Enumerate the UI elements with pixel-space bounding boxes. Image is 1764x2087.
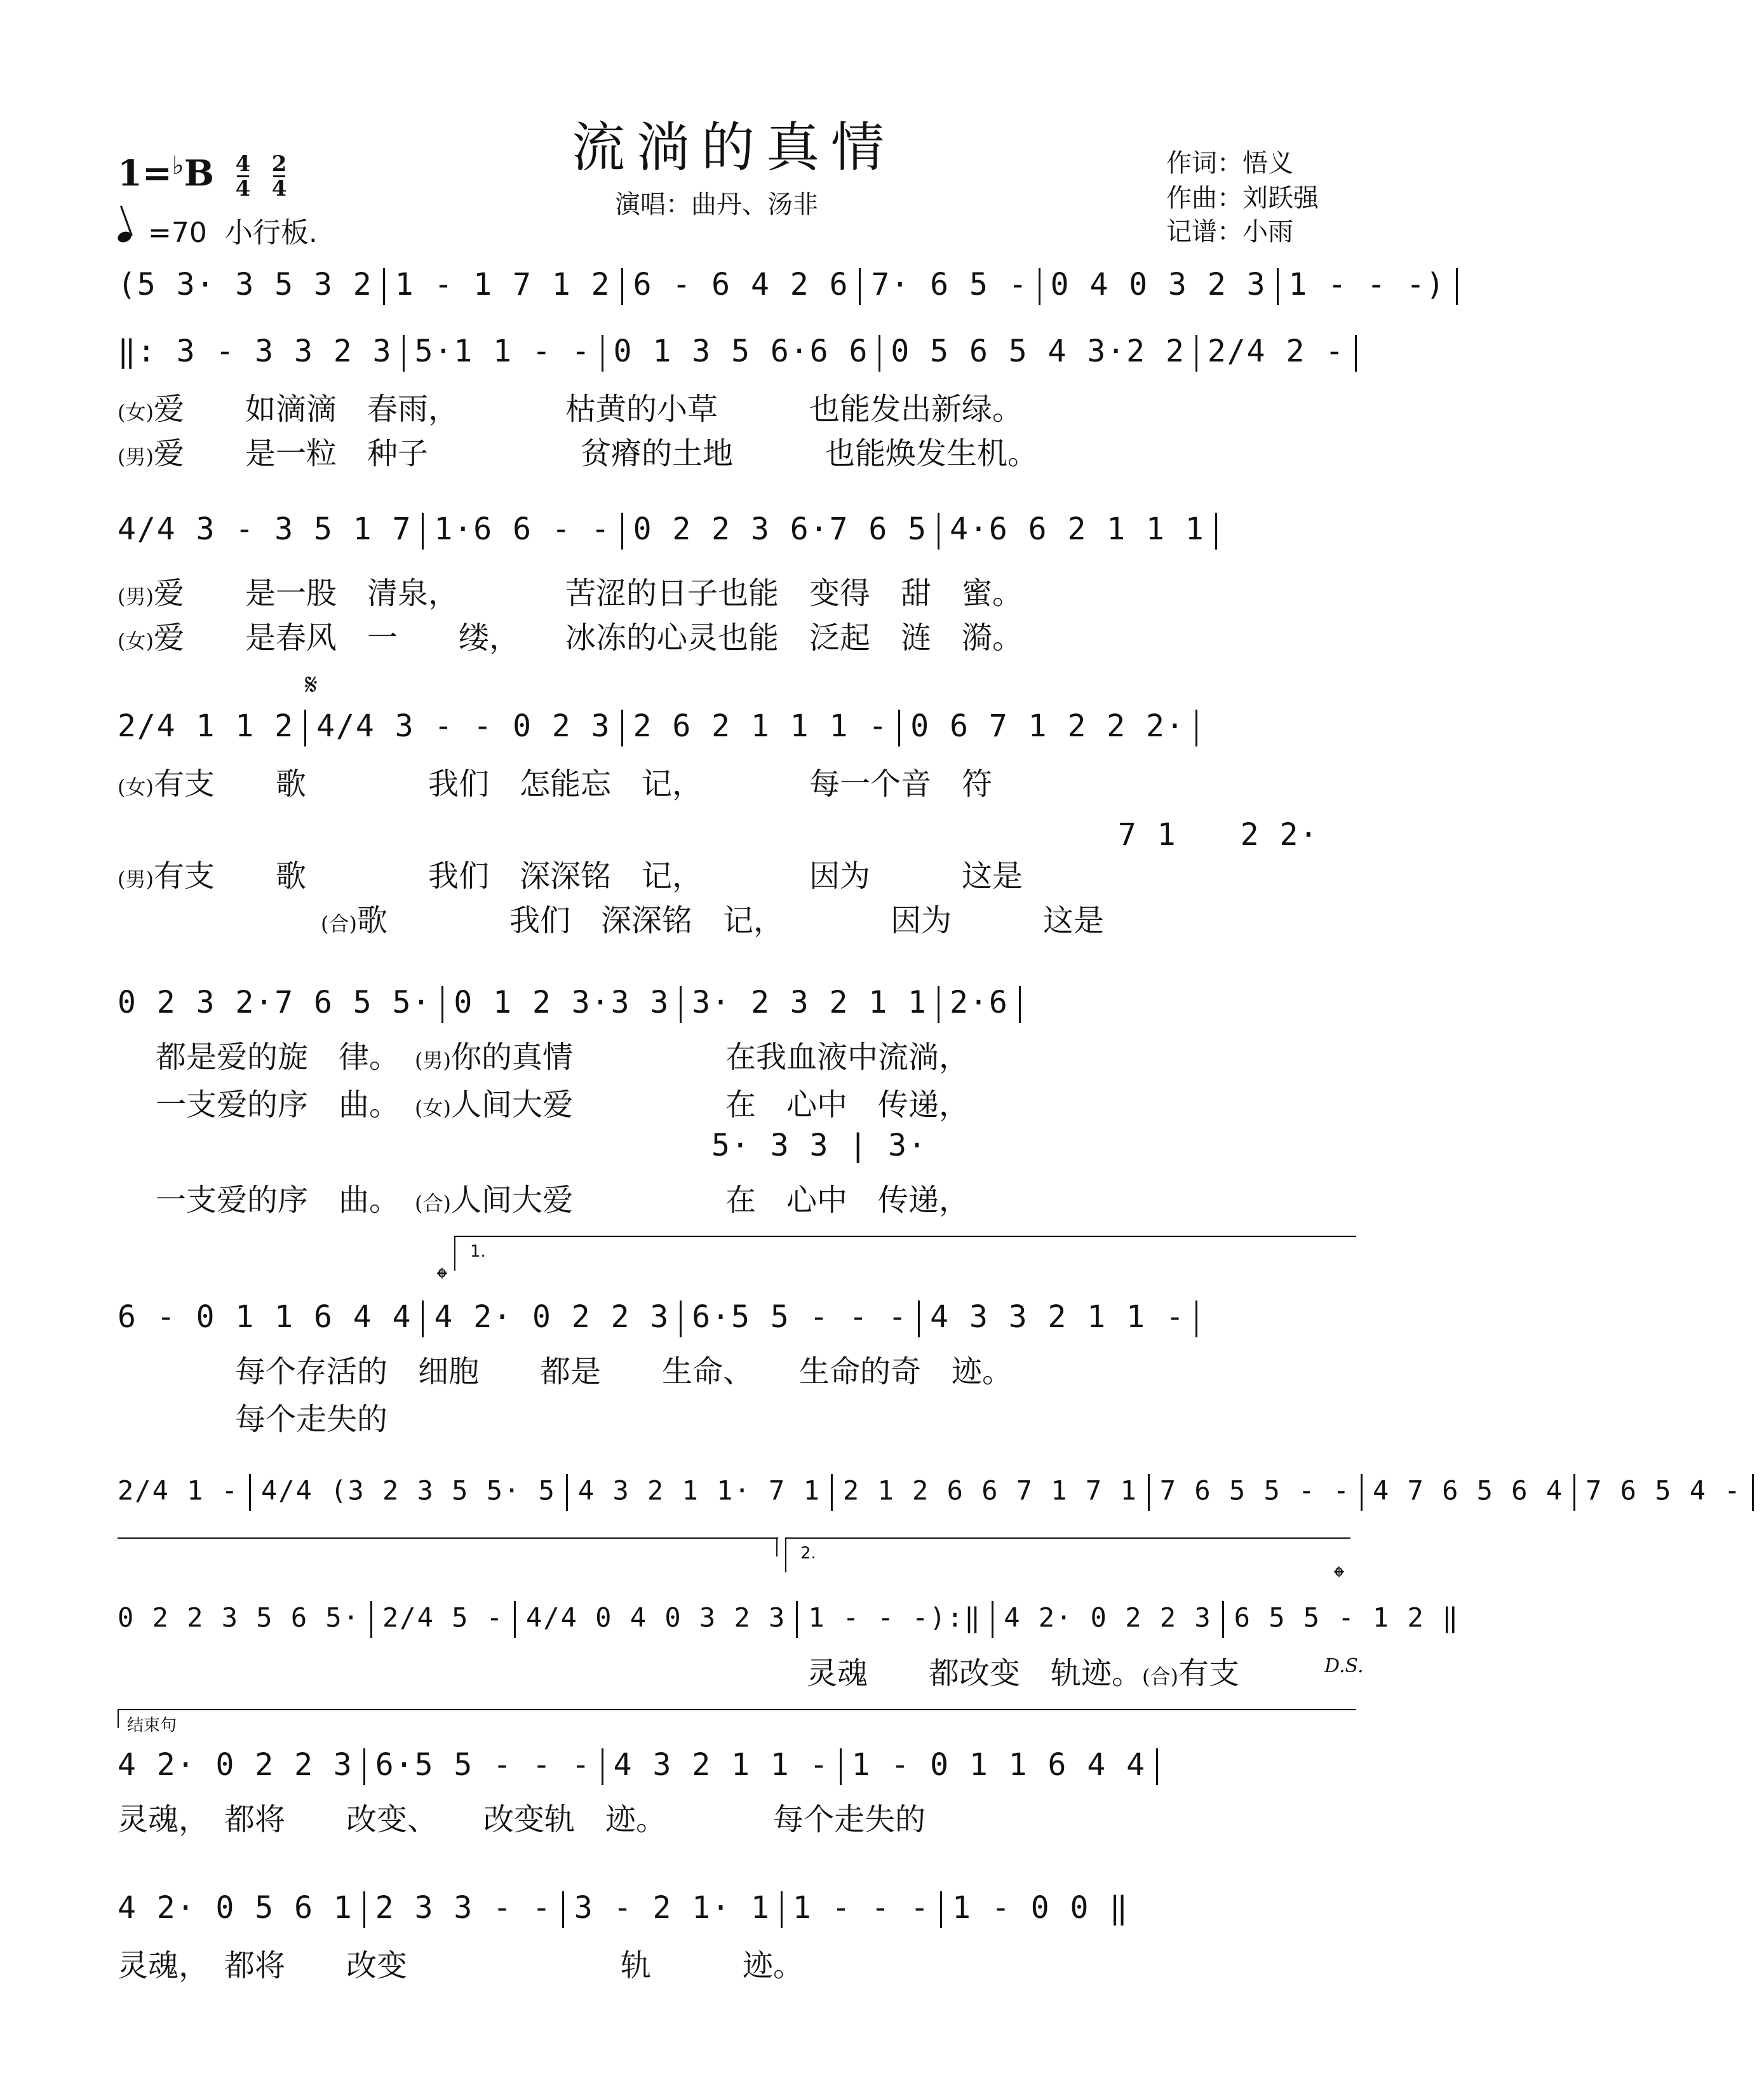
lyric-line: 每个走失的 <box>235 1401 388 1437</box>
ending-line <box>118 1709 1356 1710</box>
volta-2-label: 2. <box>800 1544 816 1563</box>
staff-row-7: 2/4 1 - 4/4 (3 2 3 5 5· 5 4 3 2 1 1· 7 1 2 1 2 6 6 7 1 7 1 7 6 5 5 - - 4 7 6 5 6 4 7 6 5 4 - <box>118 1474 1356 1511</box>
volta-2-line <box>785 1537 1350 1539</box>
segno-icon: 𝄋 <box>305 667 318 701</box>
key-signature: 1=♭B $\frac{4}{4}$ $\frac{2}{4}$ <box>118 151 287 201</box>
lyric-line: 一支爱的序 曲。 (合)人间大爱 在 心中 传递， <box>156 1182 970 1218</box>
alternate-notes: 7 1 2 2· <box>1118 817 1319 853</box>
ending-label: 结束句 <box>127 1716 177 1735</box>
coda-icon: 𝄌 <box>1334 1560 1344 1594</box>
time-signature-2-4: $\frac{2}{4}$ <box>271 151 287 201</box>
lyric-line: (女)爱 如滴滴 春雨， 枯黄的小草 也能发出新绿。 <box>118 391 1023 427</box>
tempo-marking: =70 小行板. <box>118 210 318 250</box>
volta-1-bracket <box>454 1236 455 1271</box>
lyric-line: 灵魂， 都将 改变、 改变轨 迹。 每个走失的 <box>118 1802 926 1837</box>
lyric-line: (男)爱 是一股 清泉， 苦涩的日子也能 变得 甜 蜜。 <box>118 576 1023 611</box>
transcriber-credit: 记谱：小雨 <box>1166 217 1293 247</box>
lyric-line: 灵魂， 都将 改变 轨 迹。 <box>118 1948 804 1983</box>
staff-row-1: (5 3· 3 5 3 2 1 - 1 7 1 2 6 - 6 4 2 6 7· 6 5 - 0 4 0 3 2 3 1 - - -) <box>118 267 1356 305</box>
staff-row-5: 0 2 3 2·7 6 5 5· 0 1 2 3·3 3 3· 2 3 2 1 1 2·6 <box>118 985 1356 1023</box>
lyric-line: (男)有支 歌 我们 深深铭 记， 因为 这是 <box>118 858 1023 894</box>
lyric-line: (女)有支 歌 我们 怎能忘 记， 每一个音 符 <box>118 766 992 802</box>
time-signature-4-4: $\frac{4}{4}$ <box>235 151 251 201</box>
lyric-line: 都是爱的旋 律。 (男)你的真情 在我血液中流淌， <box>156 1039 970 1075</box>
volta-1-line <box>454 1236 1356 1237</box>
staff-row-3: 4/4 3 - 3 5 1 7 1·6 6 - - 0 2 2 3 6·7 6 5 4·6 6 2 1 1 1 <box>118 511 1356 550</box>
ds-mark: D.S. <box>1324 1655 1364 1677</box>
lyric-line: (女)爱 是春风 一 缕， 冰冻的心灵也能 泛起 涟 漪。 <box>118 620 1023 656</box>
lyric-line: (男)爱 是一粒 种子 贫瘠的土地 也能焕发生机。 <box>118 436 1038 471</box>
lyric-line: 一支爱的序 曲。 (女)人间大爱 在 心中 传递， <box>156 1087 970 1123</box>
alternate-notes: 5· 3 3 | 3· <box>711 1128 927 1163</box>
staff-row-2: ‖: 3 - 3 3 2 3 5·1 1 - - 0 1 3 5 6·6 6 0 5 6 5 4 3·2 2 2/4 2 - <box>118 334 1356 372</box>
volta-1-line-continued <box>118 1537 778 1539</box>
volta-1-end <box>776 1537 778 1557</box>
lyricist-credit: 作词：悟义 <box>1166 149 1293 178</box>
staff-row-8: 0 2 2 3 5 6 5· 2/4 5 - 4/4 0 4 0 3 2 3 1 - - -):‖ 4 2· 0 2 2 3 6 5 5 - 1 2 ‖ <box>118 1601 1356 1638</box>
quarter-note-icon <box>116 230 133 245</box>
volta-1-label: 1. <box>470 1242 486 1261</box>
staff-row-4: 2/4 1 1 2 4/4 3 - - 0 2 3 2 6 2 1 1 1 - 0 6 7 1 2 2 2· <box>118 708 1356 746</box>
staff-row-9: 4 2· 0 2 2 3 6·5 5 - - - 4 3 2 1 1 - 1 - 0 1 1 6 4 4 <box>118 1747 1356 1785</box>
song-title: 流淌的真情 <box>571 116 896 179</box>
lyric-line: (合)歌 我们 深深铭 记， 因为 这是 <box>321 903 1104 938</box>
lyric-line: 每个存活的 细胞 都是 生命、 生命的奇 迹。 <box>235 1354 1013 1389</box>
singer-credit: 演唱：曲丹、汤非 <box>615 190 818 219</box>
volta-2-bracket <box>785 1537 786 1572</box>
composer-credit: 作曲：刘跃强 <box>1166 184 1319 213</box>
ending-bracket <box>118 1709 119 1728</box>
staff-row-10: 4 2· 0 5 6 1 2 3 3 - - 3 - 2 1· 1 1 - - - 1 - 0 0 ‖ <box>118 1890 1356 1928</box>
coda-icon: 𝄌 <box>437 1261 447 1295</box>
staff-row-6: 6 - 0 1 1 6 4 4 4 2· 0 2 2 3 6·5 5 - - - 4 3 3 2 1 1 - <box>118 1299 1356 1337</box>
lyric-line: 灵魂 都改变 轨迹。(合)有支 <box>807 1656 1240 1691</box>
